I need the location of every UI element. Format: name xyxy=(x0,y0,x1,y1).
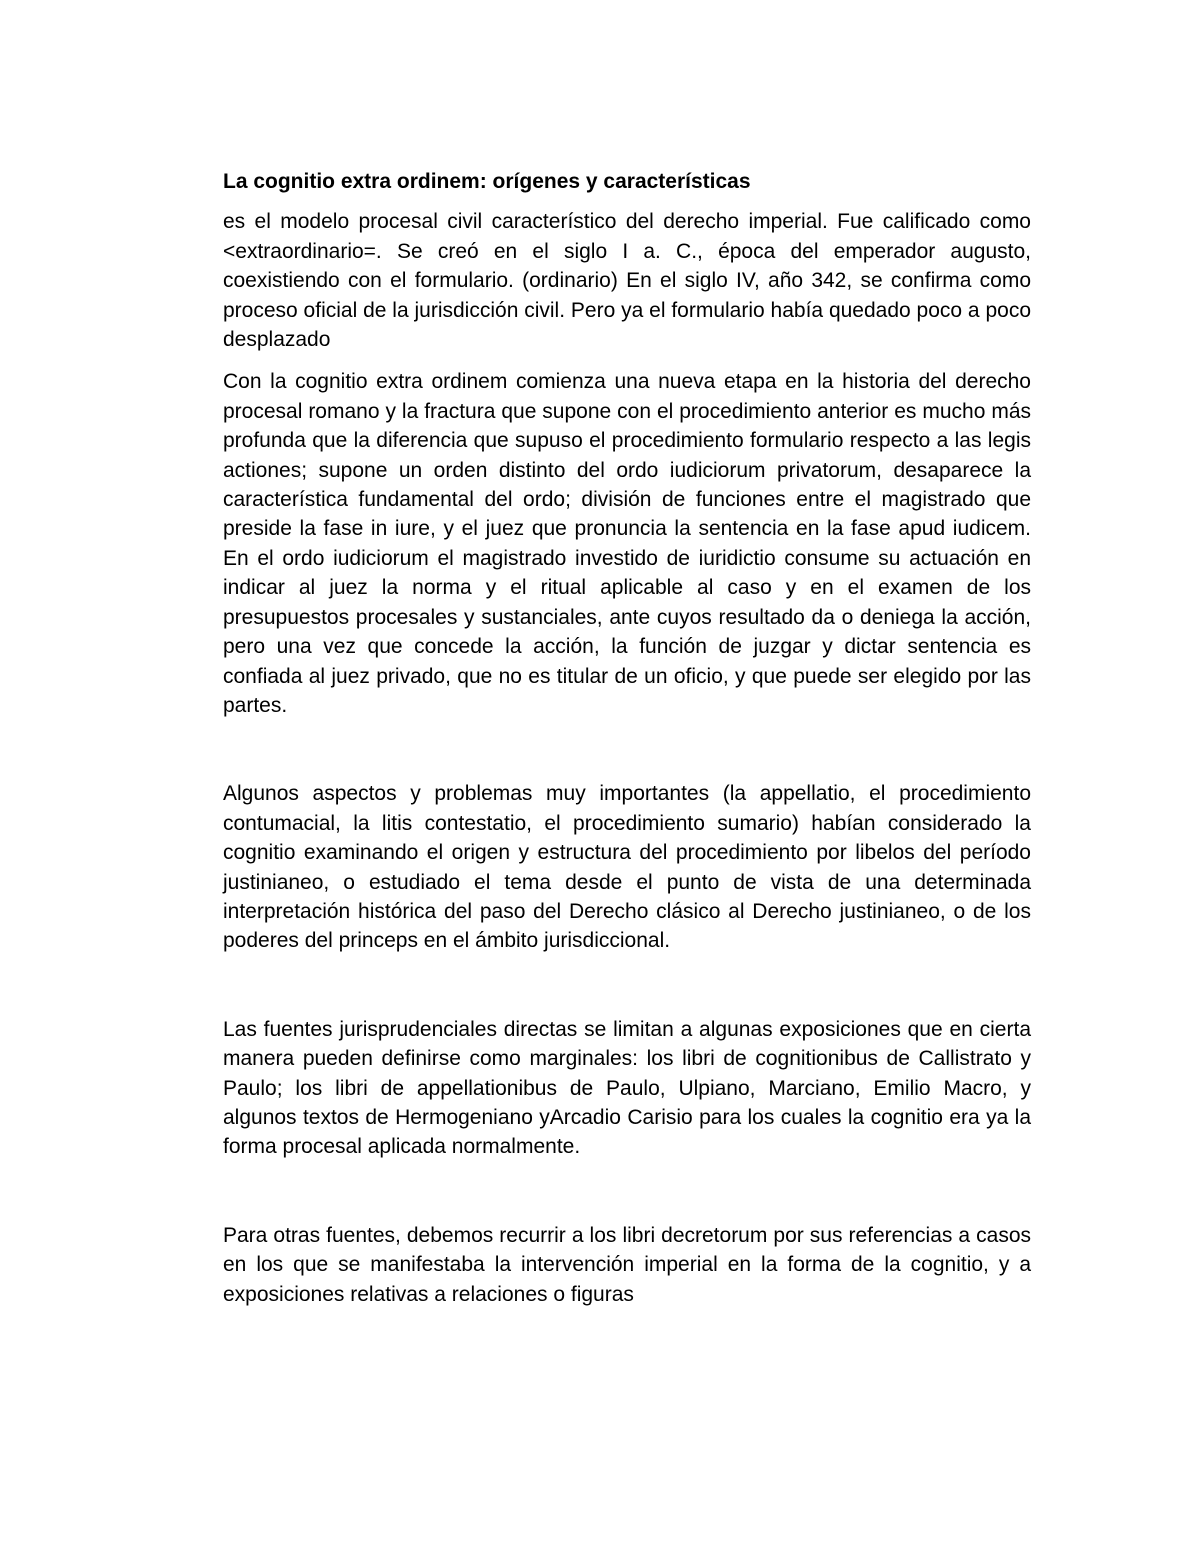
paragraph-aspects: Algunos aspectos y problemas muy importantes (la appellatio, el procedimiento contumacial, la litis contestatio, el procedimiento sumario) habían considerado la cognitio examinando el origen y estructura del procedimiento por libelos del período justinianeo, o estudiado el tema desde el punto de vista de una determinada interpretación histórica del paso del Derecho clásico al Derecho justinianeo, o de los poderes del princeps en el ámbito jurisdiccional. xyxy=(223,782,1031,953)
paragraph-spacer xyxy=(223,1162,1031,1221)
paragraph-spacer xyxy=(223,956,1031,1015)
document-title: La cognitio extra ordinem: orígenes y características xyxy=(223,170,751,193)
paragraph-other-sources: Para otras fuentes, debemos recurrir a los libri decretorum por sus referencias a casos en los que se manifestaba la intervención imperial en la forma de la cognitio, y a exposiciones relativas a relaciones o figuras xyxy=(223,1223,1031,1306)
document-body xyxy=(223,167,1031,1309)
paragraph-spacer xyxy=(223,720,1031,779)
paragraph-cognitio-stage: Con la cognitio extra ordinem comienza una nueva etapa en la historia del derecho procesal romano y la fractura que supone con el procedimiento anterior es mucho más profunda que la diferencia que supuso el procedimiento formulario respecto a las legis actiones; supone un orden distinto del ordo iudiciorum privatorum, desaparece la característica fundamental del ordo; división de funciones entre el magistrado que preside la fase in iure, y el juez que pronuncia la sentencia en la fase apud iudicem. En el ordo iudiciorum el magistrado investido de iuridictio consume su actuación en indicar al juez la norma y el ritual aplicable al caso y en el examen de los presupuestos procesales y sustanciales, ante cuyos resultado da o deniega la acción, pero una vez que concede la acción, la función de juzgar y dictar sentencia es confiada al juez privado, que no es titular de un oficio, y que puede ser elegido por las partes. xyxy=(223,370,1031,717)
paragraph-spacer xyxy=(223,354,1031,367)
paragraph-intro: es el modelo procesal civil característico del derecho imperial. Fue calificado como <extraordinario=. Se creó en el siglo I a. C., época del emperador augusto, coexistiendo con el formulario. (ordinario) En el siglo IV, año 342, se confirma como proceso oficial de la jurisdicción civil. Pero ya el formulario había quedado poco a poco desplazado xyxy=(223,210,1031,352)
paragraph-sources: Las fuentes jurisprudenciales directas se limitan a algunas exposiciones que en cierta manera pueden definirse como marginales: los libri de cognitionibus de Callistrato y Paulo; los libri de appellationibus de Paulo, Ulpiano, Marciano, Emilio Macro, y algunos textos de Hermogeniano yArcadio Carisio para los cuales la cognitio era ya la forma procesal aplicada normalmente. xyxy=(223,1017,1031,1159)
